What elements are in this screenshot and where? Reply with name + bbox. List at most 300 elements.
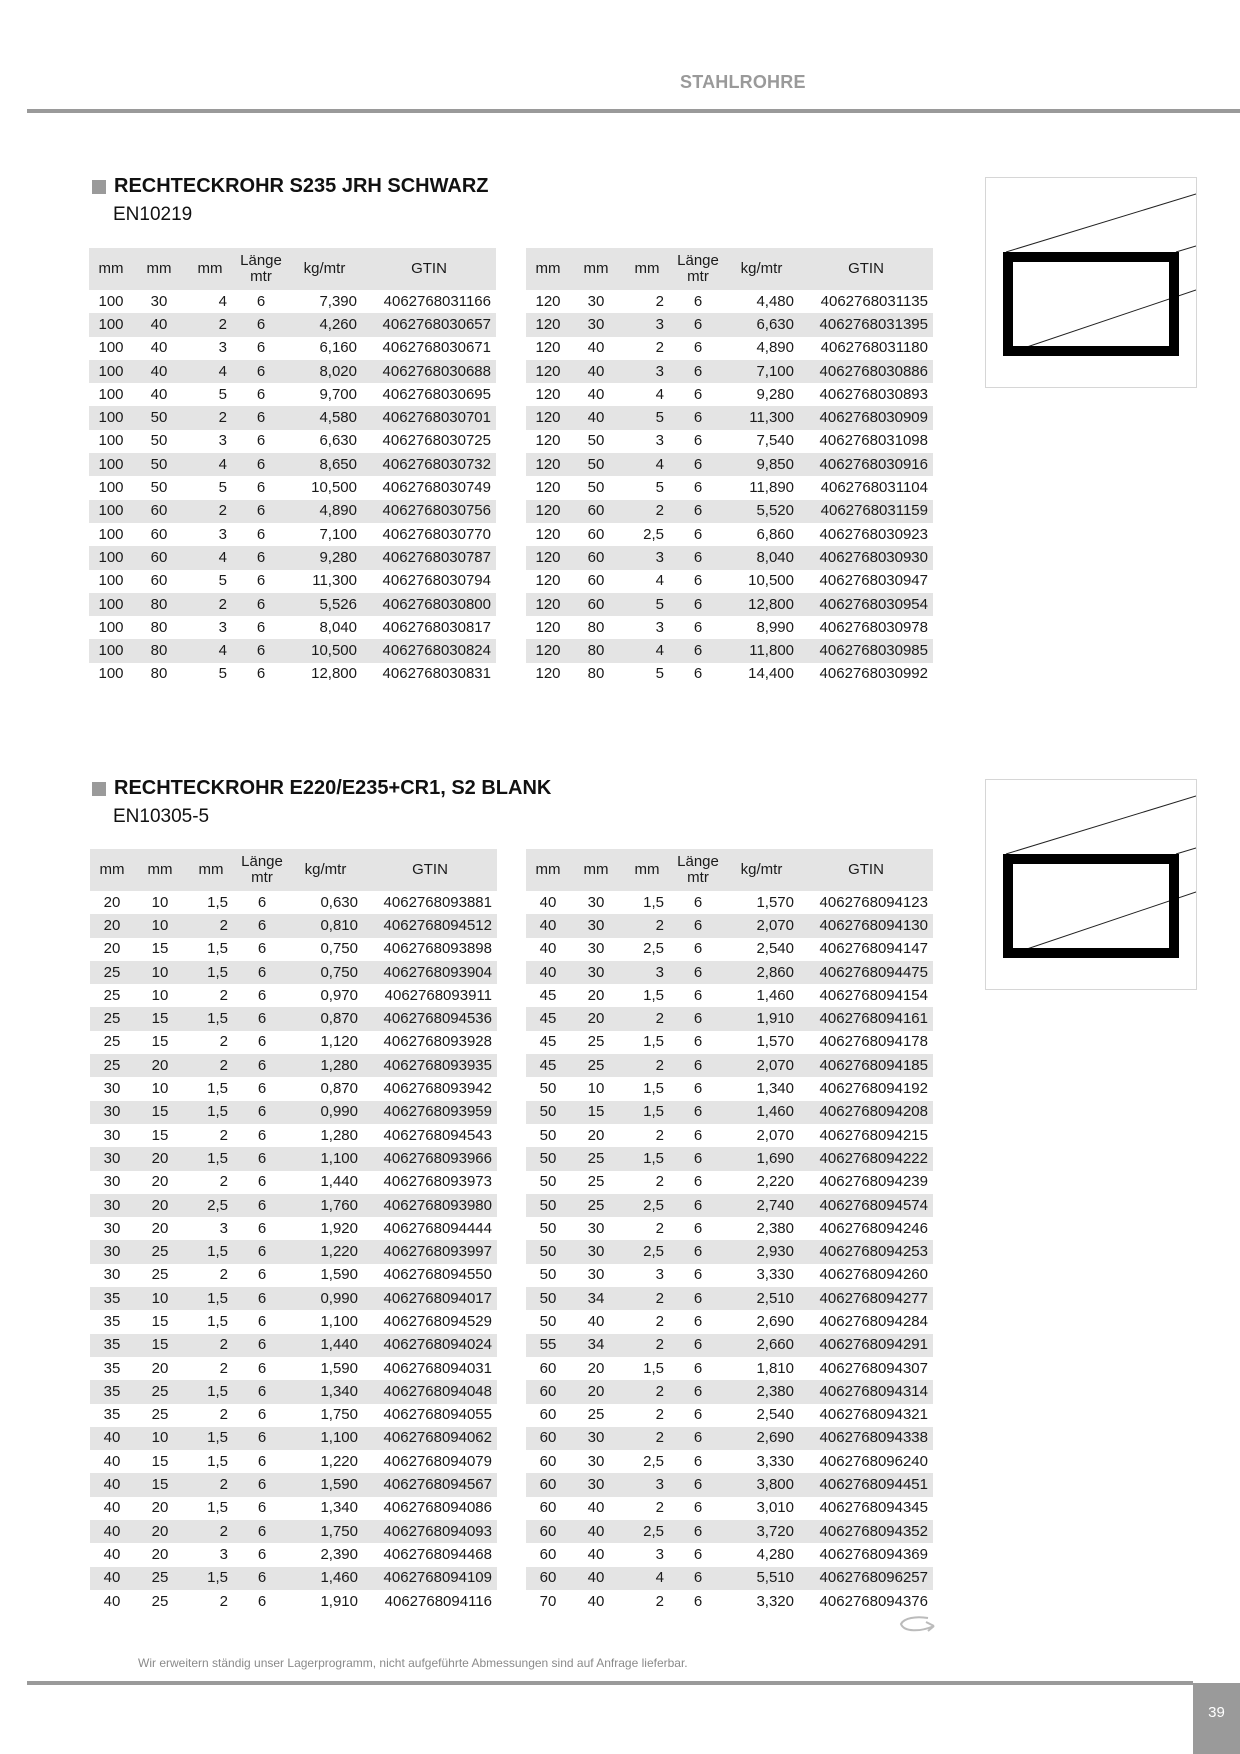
table-cell: 4: [218, 292, 227, 310]
table-cell: 80: [150, 618, 168, 636]
table-cell: 8,990: [756, 618, 794, 636]
table-cell: 4062768030985: [799, 639, 933, 662]
table-cell: 14,400: [748, 665, 794, 683]
table-cell: 1,5: [643, 1080, 664, 1098]
table-cell: 35: [90, 1287, 134, 1310]
table-cell: 10,500: [287, 639, 362, 662]
table-cell: 100: [89, 360, 133, 383]
table-cell: 4062768094123: [819, 893, 928, 911]
table-cell: 7,100: [319, 525, 357, 543]
section-title: [92, 777, 551, 800]
column-header: mm: [570, 248, 622, 290]
table-row: [526, 914, 933, 937]
footer-note: Wir erweitern ständig unser Lagerprogramm, nicht aufgeführte Abmessungen sind auf Anfrage lieferbar.: [138, 1656, 688, 1670]
table-row: [526, 337, 933, 360]
table-cell: 6: [257, 1266, 267, 1284]
table-cell: 6: [257, 1173, 267, 1191]
table-row: [526, 639, 933, 662]
table-cell: 8,650: [287, 453, 362, 476]
table-cell: 6: [235, 639, 287, 662]
table-cell: 6: [236, 914, 288, 937]
table-cell: 3: [622, 360, 672, 383]
table-cell: 6: [236, 1240, 288, 1263]
table-cell: 2: [655, 1499, 664, 1517]
table-cell: 25: [134, 1240, 186, 1263]
table-cell: 4062768094246: [819, 1219, 928, 1237]
column-header: mm: [186, 849, 236, 891]
table-cell: 1,460: [724, 1101, 799, 1124]
table-cell: 6: [257, 1312, 267, 1330]
table-cell: 1,690: [724, 1147, 799, 1170]
table-cell: 6: [672, 1427, 724, 1450]
table-row: [526, 453, 933, 476]
page-header-title: STAHLROHRE: [680, 72, 806, 92]
table-cell: 0,810: [288, 914, 363, 937]
table-cell: 40: [103, 1452, 121, 1470]
table-cell: 4062768094215: [819, 1126, 928, 1144]
table-cell: 25: [151, 1592, 169, 1610]
table-cell: 6: [257, 1452, 267, 1470]
table-cell: 100: [98, 339, 124, 357]
table-cell: 40: [570, 1520, 622, 1543]
table-cell: 6: [672, 1334, 724, 1357]
table-cell: 6: [693, 1173, 703, 1191]
table-cell: 6: [256, 572, 266, 590]
table-row: [89, 337, 496, 360]
table-row: [90, 1590, 497, 1613]
table-cell: 4062768093959: [363, 1101, 497, 1124]
table-cell: 25: [90, 1054, 134, 1077]
table-cell: 6: [693, 893, 703, 911]
table-cell: 80: [587, 618, 605, 636]
table-cell: 4062768094550: [383, 1266, 492, 1284]
table-cell: 40: [539, 893, 557, 911]
table-cell: 60: [539, 1452, 557, 1470]
table-cell: 0,970: [320, 986, 358, 1004]
table-cell: 6: [256, 385, 266, 403]
table-cell: 6: [672, 1054, 724, 1077]
table-cell: 25: [570, 1054, 622, 1077]
table-cell: 2,930: [724, 1240, 799, 1263]
table-cell: 4062768094048: [363, 1380, 497, 1403]
table-cell: 34: [570, 1334, 622, 1357]
table-cell: 30: [103, 1266, 121, 1284]
table-cell: 9,280: [756, 385, 794, 403]
table-cell: 100: [98, 292, 124, 310]
table-cell: 4062768031104: [820, 479, 928, 497]
table-cell: 4062768030886: [799, 360, 933, 383]
table-cell: 6: [672, 500, 724, 523]
table-row: [89, 313, 496, 336]
column-header: kg/mtr: [287, 248, 362, 290]
table-cell: 4062768094307: [819, 1359, 928, 1377]
table-cell: 1,590: [288, 1473, 363, 1496]
table-cell: 6: [693, 1266, 703, 1284]
table-cell: 0,750: [288, 961, 363, 984]
table-row: [526, 523, 933, 546]
table-cell: 5,520: [724, 500, 799, 523]
table-cell: 3: [218, 618, 227, 636]
table-cell: 40: [587, 385, 605, 403]
table-cell: 1,810: [756, 1359, 794, 1377]
table-cell: 50: [570, 453, 622, 476]
table-cell: 4062768093980: [363, 1194, 497, 1217]
table-cell: 50: [539, 1126, 557, 1144]
table-cell: 2,690: [756, 1312, 794, 1330]
table-row: [526, 961, 933, 984]
table-cell: 6: [256, 292, 266, 310]
table-cell: 2,390: [320, 1545, 358, 1563]
table-cell: 1,100: [288, 1147, 363, 1170]
table-cell: 45: [539, 1033, 557, 1051]
table-cell: 2: [622, 500, 672, 523]
section-standard: EN10305-5: [113, 806, 210, 827]
table-cell: 4,480: [756, 292, 794, 310]
table-cell: 60: [526, 1380, 570, 1403]
table-cell: 3: [622, 313, 672, 336]
table-cell: 40: [90, 1473, 134, 1496]
table-row: [90, 1404, 497, 1427]
table-cell: 4062768093942: [383, 1080, 492, 1098]
table-cell: 1,5: [186, 1427, 236, 1450]
table-row: [526, 1124, 933, 1147]
table-cell: 4062768030893: [819, 385, 928, 403]
table-cell: 4062768094147: [819, 940, 928, 958]
table-cell: 2: [219, 1033, 228, 1051]
table-row: [90, 1427, 497, 1450]
table-cell: 6: [672, 453, 724, 476]
table-cell: 40: [90, 1427, 134, 1450]
table-cell: 15: [151, 1452, 169, 1470]
table-cell: 60: [587, 525, 605, 543]
table-row: [90, 1520, 497, 1543]
table-cell: 2: [186, 1520, 236, 1543]
table-cell: 4062768093966: [363, 1147, 497, 1170]
table-cell: 120: [535, 525, 561, 543]
table-cell: 4062768093904: [363, 961, 497, 984]
table-cell: 2: [219, 1126, 228, 1144]
table-row: [90, 1264, 497, 1287]
table-cell: 4062768094185: [799, 1054, 933, 1077]
table-cell: 4062768031166: [383, 292, 491, 310]
table-cell: 4062768094154: [819, 986, 928, 1004]
table-row: [90, 938, 497, 961]
table-cell: 1,5: [207, 1312, 228, 1330]
table-cell: 2: [219, 1173, 228, 1191]
table-cell: 40: [103, 1545, 121, 1563]
table-cell: 2,740: [724, 1194, 799, 1217]
table-cell: 4062768031395: [799, 313, 933, 336]
table-cell: 4062768094062: [363, 1427, 497, 1450]
table-cell: 3: [655, 618, 664, 636]
rectangular-tube-icon: [986, 780, 1196, 989]
table-row: [526, 1497, 933, 1520]
table-row: [526, 500, 933, 523]
table-cell: 4062768030954: [799, 593, 933, 616]
table-cell: 4: [185, 453, 235, 476]
table-cell: 120: [535, 292, 561, 310]
column-header: mm: [622, 248, 672, 290]
table-cell: 1,340: [288, 1380, 363, 1403]
table-cell: 0,750: [320, 940, 358, 958]
column-header: mm: [526, 849, 570, 891]
table-cell: 6: [693, 618, 703, 636]
table-cell: 4062768030725: [382, 432, 491, 450]
table-cell: 1,910: [320, 1592, 358, 1610]
table-cell: 9,700: [319, 385, 357, 403]
table-cell: 4062768093928: [383, 1033, 492, 1051]
table-row: [526, 1101, 933, 1124]
table-row: [89, 406, 496, 429]
table-cell: 1,340: [756, 1080, 794, 1098]
page-number: 39: [1193, 1683, 1240, 1754]
table-cell: 6: [693, 1080, 703, 1098]
table-row: [90, 1473, 497, 1496]
table-cell: 3: [218, 339, 227, 357]
table-cell: 6: [672, 1520, 724, 1543]
table-cell: 4062768094024: [363, 1334, 497, 1357]
product-table: [90, 849, 497, 1613]
table-cell: 25: [90, 961, 134, 984]
table-cell: 6: [693, 1406, 703, 1424]
table-cell: 6: [693, 986, 703, 1004]
table-cell: 60: [150, 525, 168, 543]
table-cell: 3,330: [756, 1266, 794, 1284]
table-row: [526, 593, 933, 616]
rectangular-tube-illustration: [985, 779, 1197, 990]
table-cell: 6: [236, 1287, 288, 1310]
column-header: mm: [89, 248, 133, 290]
table-row: [526, 1543, 933, 1566]
table-cell: 4062768094345: [819, 1499, 928, 1517]
table-cell: 4062768094109: [363, 1567, 497, 1590]
table-cell: 6: [257, 1126, 267, 1144]
table-cell: 6: [257, 1080, 267, 1098]
table-cell: 1,5: [207, 1080, 228, 1098]
table-cell: 60: [526, 1567, 570, 1590]
table-cell: 1,910: [724, 1007, 799, 1030]
table-row: [90, 1171, 497, 1194]
table-cell: 2,070: [724, 1054, 799, 1077]
table-cell: 4062768030787: [362, 546, 496, 569]
table-cell: 1,100: [320, 1312, 358, 1330]
table-row: [526, 1590, 933, 1613]
table-cell: 25: [90, 1007, 134, 1030]
table-cell: 120: [526, 313, 570, 336]
table-cell: 8,040: [724, 546, 799, 569]
table-cell: 2: [219, 1592, 228, 1610]
section-title-text: RECHTECKROHR S235 JRH SCHWARZ: [114, 175, 489, 197]
table-cell: 2,540: [756, 1406, 794, 1424]
table-cell: 100: [98, 572, 124, 590]
table-cell: 2,380: [724, 1380, 799, 1403]
table-cell: 2,220: [756, 1173, 794, 1191]
table-cell: 11,300: [724, 406, 799, 429]
table-row: [89, 290, 496, 313]
table-cell: 4062768093881: [383, 893, 492, 911]
table-row: [526, 616, 933, 639]
table-cell: 40: [570, 406, 622, 429]
table-cell: 2: [622, 1427, 672, 1450]
table-cell: 20: [103, 893, 121, 911]
column-header: mm: [185, 248, 235, 290]
table-row: [526, 1240, 933, 1263]
table-cell: 30: [103, 1080, 121, 1098]
table-cell: 4: [185, 639, 235, 662]
table-cell: 4062768094314: [799, 1380, 933, 1403]
table-cell: 20: [587, 1126, 605, 1144]
table-cell: 3: [655, 432, 664, 450]
table-cell: 2: [655, 1592, 664, 1610]
table-cell: 4062768094321: [819, 1406, 928, 1424]
table-cell: 20: [151, 1545, 169, 1563]
table-cell: 6: [672, 313, 724, 336]
table-cell: 5,526: [287, 593, 362, 616]
table-cell: 4062768096257: [799, 1567, 933, 1590]
table-cell: 4062768094475: [799, 961, 933, 984]
table-cell: 1,750: [320, 1406, 358, 1424]
table-cell: 30: [570, 313, 622, 336]
table-cell: 10: [151, 1080, 169, 1098]
table-cell: 4062768094031: [383, 1359, 492, 1377]
table-cell: 20: [103, 940, 121, 958]
table-cell: 2,070: [756, 1126, 794, 1144]
table-cell: 6: [236, 1194, 288, 1217]
table-cell: 4062768030756: [362, 500, 496, 523]
table-cell: 6: [236, 1380, 288, 1403]
table-row: [90, 1543, 497, 1566]
table-cell: 12,800: [311, 665, 357, 683]
table-cell: 2,5: [643, 1452, 664, 1470]
product-table: [89, 248, 496, 686]
table-cell: 6: [236, 1147, 288, 1170]
table-cell: 2,5: [622, 1520, 672, 1543]
table-cell: 4062768030930: [799, 546, 933, 569]
table-cell: 4: [655, 385, 664, 403]
table-row: [526, 406, 933, 429]
table-cell: 45: [526, 1054, 570, 1077]
table-row: [89, 639, 496, 662]
table-cell: 2: [622, 1054, 672, 1077]
table-cell: 6: [257, 1545, 267, 1563]
table-cell: 2,5: [622, 1240, 672, 1263]
table-cell: 40: [587, 1592, 605, 1610]
table-cell: 4062768094369: [819, 1545, 928, 1563]
section-bullet-icon: [92, 782, 106, 796]
table-cell: 60: [526, 1473, 570, 1496]
table-cell: 1,5: [186, 961, 236, 984]
table-cell: 0,870: [320, 1080, 358, 1098]
table-cell: 7,100: [724, 360, 799, 383]
table-header-row: [526, 849, 933, 891]
table-cell: 100: [89, 453, 133, 476]
table-cell: 4062768031180: [820, 339, 928, 357]
table-cell: 6: [236, 961, 288, 984]
table-cell: 3: [219, 1545, 228, 1563]
table-cell: 6: [236, 1054, 288, 1077]
table-cell: 25: [587, 1173, 605, 1191]
table-cell: 4062768094468: [383, 1545, 492, 1563]
table-cell: 4062768094116: [384, 1592, 492, 1610]
table-cell: 6: [257, 1359, 267, 1377]
table-cell: 2,690: [724, 1427, 799, 1450]
table-cell: 120: [526, 593, 570, 616]
table-cell: 25: [103, 986, 121, 1004]
table-cell: 4062768031098: [819, 432, 928, 450]
table-cell: 6: [256, 665, 266, 683]
table-cell: 30: [103, 1173, 121, 1191]
table-cell: 30: [587, 1266, 605, 1284]
table-cell: 100: [89, 639, 133, 662]
table-cell: 1,220: [288, 1240, 363, 1263]
table-cell: 4062768031159: [799, 500, 933, 523]
table-cell: 6: [693, 1545, 703, 1563]
table-cell: 1,120: [320, 1033, 358, 1051]
table-row: [526, 938, 933, 961]
table-cell: 4062768031135: [820, 292, 928, 310]
table-cell: 6,630: [724, 313, 799, 336]
table-cell: 30: [90, 1194, 134, 1217]
table-cell: 1,590: [320, 1266, 358, 1284]
table-cell: 60: [570, 500, 622, 523]
table-cell: 5: [218, 665, 227, 683]
table-cell: 6,860: [756, 525, 794, 543]
table-cell: 60: [587, 572, 605, 590]
table-cell: 4,260: [287, 313, 362, 336]
table-row: [89, 546, 496, 569]
table-cell: 4,280: [756, 1545, 794, 1563]
table-cell: 6: [235, 500, 287, 523]
table-cell: 4062768094239: [819, 1173, 928, 1191]
table-cell: 1,340: [320, 1499, 358, 1517]
table-row: [90, 1497, 497, 1520]
table-cell: 6: [256, 432, 266, 450]
table-cell: 80: [570, 639, 622, 662]
table-cell: 6: [693, 1592, 703, 1610]
table-cell: 6: [672, 1380, 724, 1403]
table-cell: 6: [256, 479, 266, 497]
page-turn-arrow-icon: [898, 1612, 936, 1636]
table-row: [90, 961, 497, 984]
table-cell: 6: [672, 546, 724, 569]
table-cell: 4: [655, 572, 664, 590]
table-cell: 35: [103, 1406, 121, 1424]
table-cell: 4062768030817: [382, 618, 491, 636]
table-cell: 0,870: [288, 1007, 363, 1030]
table-cell: 40: [587, 339, 605, 357]
table-cell: 4062768094291: [799, 1334, 933, 1357]
table-cell: 4062768030800: [362, 593, 496, 616]
table-cell: 30: [570, 1427, 622, 1450]
section-standard: EN10219: [113, 204, 193, 225]
table-cell: 3: [218, 525, 227, 543]
table-cell: 60: [150, 572, 168, 590]
table-cell: 12,800: [724, 593, 799, 616]
table-row: [90, 1147, 497, 1170]
table-cell: 120: [526, 453, 570, 476]
table-cell: 4062768030978: [819, 618, 928, 636]
table-cell: 3,010: [756, 1499, 794, 1517]
table-cell: 2: [655, 1173, 664, 1191]
table-cell: 1,5: [643, 1033, 664, 1051]
table-cell: 50: [539, 1219, 557, 1237]
table-cell: 4,890: [287, 500, 362, 523]
table-cell: 35: [90, 1380, 134, 1403]
table-cell: 6,160: [319, 339, 357, 357]
table-cell: 60: [570, 593, 622, 616]
table-cell: 20: [151, 1219, 169, 1237]
table-cell: 100: [98, 665, 124, 683]
